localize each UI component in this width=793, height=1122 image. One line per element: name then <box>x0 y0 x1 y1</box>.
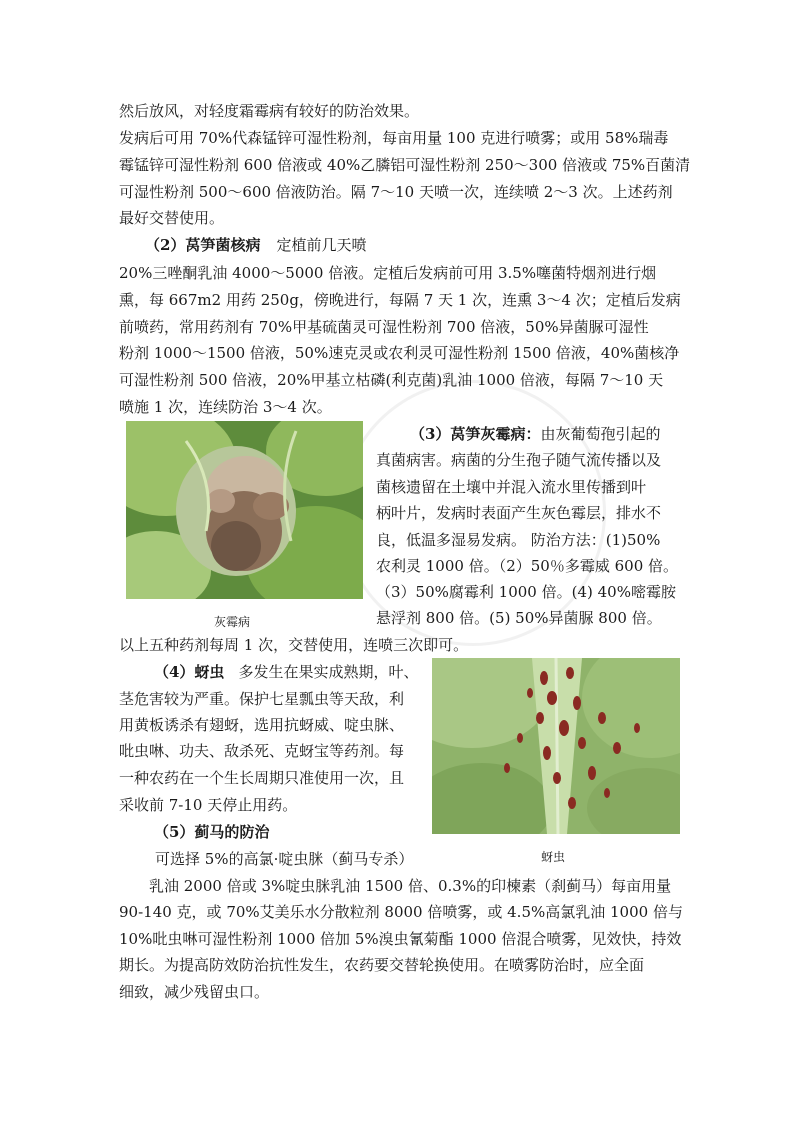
section3-closing: 以上五种药剂每周 1 次，交替使用，连喷三次即可。 <box>119 636 469 654</box>
section5-line: 乳油 2000 倍或 3%啶虫脒乳油 1500 倍、0.3%的印楝素（刹蓟马）每亩用量 <box>149 877 672 895</box>
section2-heading-note: 定植前几天喷 <box>276 236 367 254</box>
section3-line: 真菌病害。病菌的分生孢子随气流传播以及 <box>376 451 662 469</box>
intro-line: 发病后可用 70%代森锰锌可湿性粉剂，每亩用量 100 克进行喷雾；或用 58%瑞毒 <box>119 129 669 147</box>
section5-line: 期长。为提高防效防治抗性发生，农药要交替轮换使用。在喷雾防治时，应全面 <box>119 956 645 974</box>
section3-line: 菌核遗留在土壤中并混入流水里传播到叶 <box>376 478 647 496</box>
intro-line: 霉锰锌可湿性粉剂 600 倍液或 40%乙膦铝可湿性粉剂 250～300 倍液或 75%百菌清 <box>119 156 691 174</box>
section4-line: 用黄板诱杀有翅蚜，选用抗蚜威、啶虫脒、 <box>119 716 405 734</box>
section4-line: 多发生在果实成熟期，叶、 <box>238 663 419 681</box>
section4-line: 吡虫啉、功夫、敌杀死、克蚜宝等药剂。每 <box>119 742 405 760</box>
section2-line: 前喷药，常用药剂有 70%甲基硫菌灵可湿性粉剂 700 倍液，50%异菌脲可湿性 <box>119 318 649 336</box>
section4-line: 茎危害较为严重。保护七星瓢虫等天敌，利 <box>119 690 405 708</box>
intro-line: 然后放风，对轻度霜霉病有较好的防治效果。 <box>119 102 420 120</box>
gray-mold-photo-caption: 灰霉病 <box>214 615 251 629</box>
section2-heading: （2）莴笋菌核病 <box>145 236 261 254</box>
section5-heading: （5）蓟马的防治 <box>154 823 270 841</box>
section3-line: 柄叶片，发病时表面产生灰色霉层，排水不 <box>376 504 662 522</box>
section2-heading-row <box>145 235 366 255</box>
aphid-photo-art <box>432 658 680 834</box>
section2-line: 熏，每 667m2 用药 250g，傍晚进行，每隔 7 天 1 次，连熏 3～4 次；定植后发病 <box>119 291 681 309</box>
section4-line: 一种农药在一个生长周期只准使用一次，且 <box>119 769 405 787</box>
aphid-photo <box>432 658 680 834</box>
section3-heading: （3）莴笋灰霉病： <box>410 425 541 443</box>
section2-line: 20%三唑酮乳油 4000～5000 倍液。定植后发病前可用 3.5%噻菌特烟剂进行烟 <box>119 264 657 282</box>
section2-line: 粉剂 1000～1500 倍液，50%速克灵或农利灵可湿性粉剂 1500 倍液，40%菌核净 <box>119 344 680 362</box>
section3-heading-row <box>410 424 660 444</box>
gray-mold-photo <box>126 421 363 599</box>
section3-line: （3）50%腐霉利 1000 倍。(4) 40%嘧霉胺 <box>376 583 676 601</box>
section5-line: 可选择 5%的高氯·啶虫脒（蓟马专杀） <box>155 850 414 868</box>
intro-line: 可湿性粉剂 500～600 倍液防治。隔 7～10 天喷一次，连续喷 2～3 次。上述药剂 <box>119 183 673 201</box>
section5-line: 细致，减少残留虫口。 <box>119 983 270 1001</box>
section4-line: 采收前 7-10 天停止用药。 <box>119 796 298 814</box>
aphid-photo-caption: 蚜虫 <box>541 850 566 864</box>
gray-mold-photo-art <box>126 421 363 599</box>
section5-line: 90-140 克，或 70%艾美乐水分散粒剂 8000 倍喷雾，或 4.5%高氯乳油 1000 倍与 <box>119 903 683 921</box>
section2-line: 喷施 1 次，连续防治 3～4 次。 <box>119 398 332 416</box>
section5-line: 10%吡虫啉可湿性粉剂 1000 倍加 5%溴虫氰菊酯 1000 倍混合喷雾，见效快，持效 <box>119 930 682 948</box>
section3-line: 由灰葡萄孢引起的 <box>540 425 661 443</box>
section4-heading: （4）蚜虫 <box>154 663 225 681</box>
section2-line: 可湿性粉剂 500 倍液，20%甲基立枯磷(利克菌)乳油 1000 倍液，每隔 7～10 天 <box>119 371 664 389</box>
section4-heading-row <box>154 662 418 682</box>
intro-line: 最好交替使用。 <box>119 209 225 227</box>
section3-line: 农利灵 1000 倍。（2）50％多霉威 600 倍。 <box>376 557 679 575</box>
section3-line: 悬浮剂 800 倍。(5) 50%异菌脲 800 倍。 <box>376 609 662 627</box>
section3-line: 良，低温多湿易发病。 防治方法：(1)50% <box>376 531 661 549</box>
